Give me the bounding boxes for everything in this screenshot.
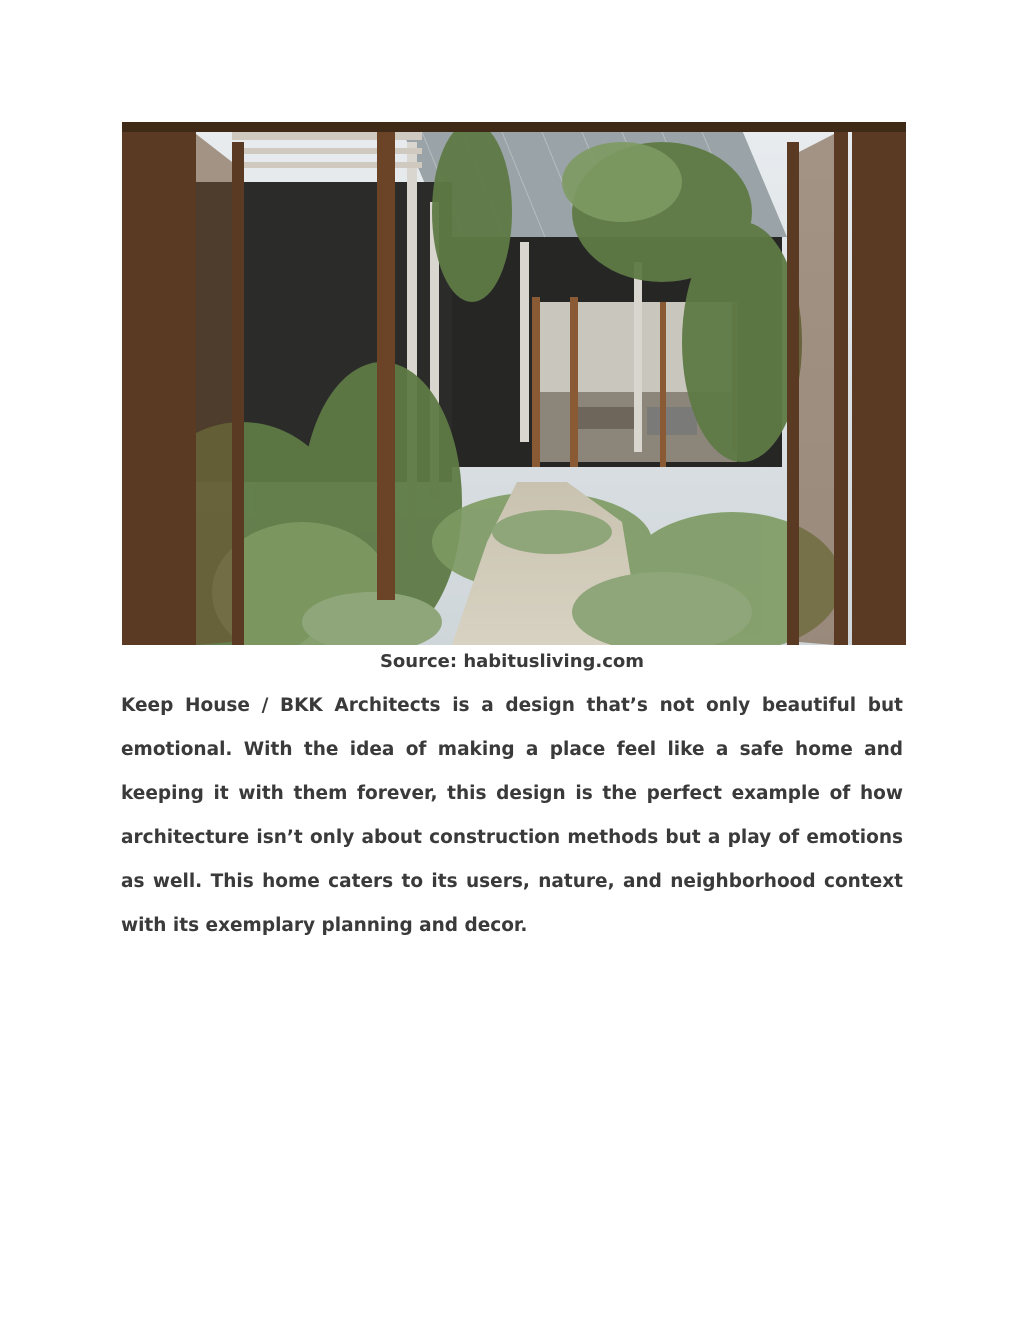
body-paragraph: Keep House / BKK Architects is a design that’s not only beautiful but emotional. With the idea of making a place feel like a safe home and keeping it with them forever, this design is the perfect example of how architecture isn’t only about construction methods but a play of emotions as well. This home caters to its users, nature, and neighborhood context with its exemplary planning and decor. xyxy=(121,695,903,936)
courtyard-photo xyxy=(122,122,906,645)
image-caption: Source: habitusliving.com xyxy=(379,651,645,672)
